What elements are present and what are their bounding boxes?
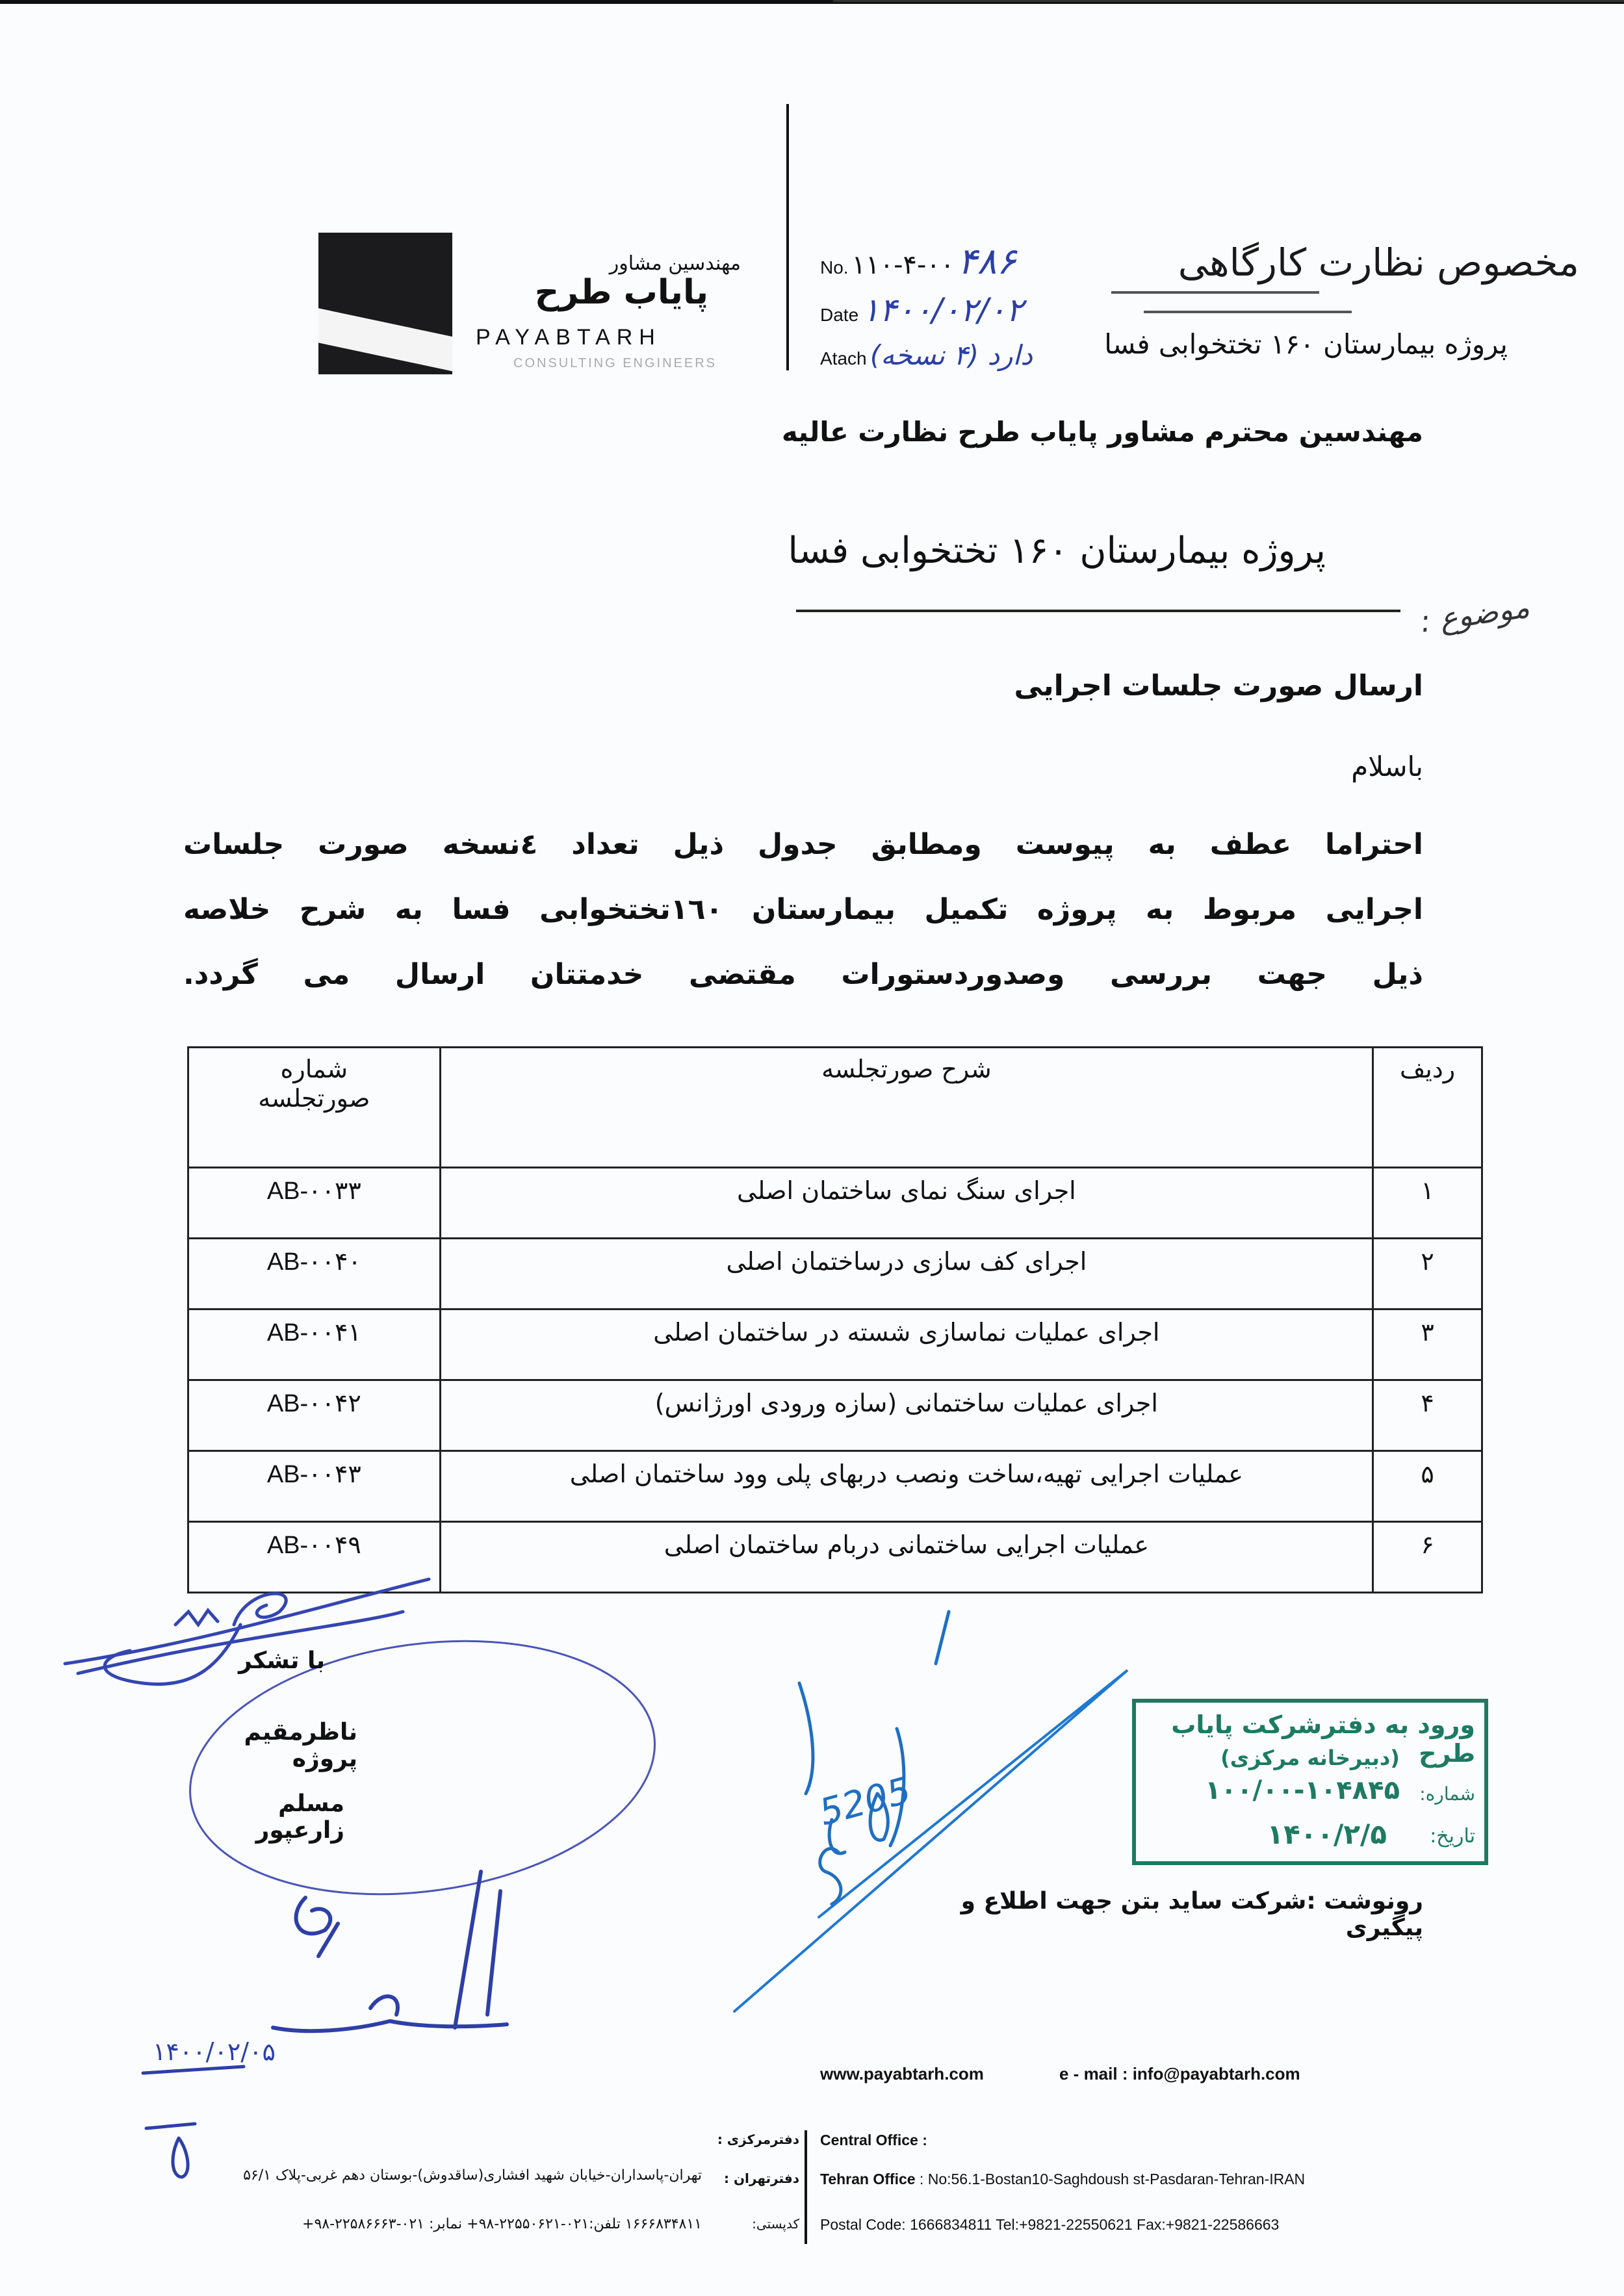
stamp-number: ۱۰۰/۰۰-۱۰۴۸۴۵ [1205, 1775, 1400, 1805]
header-number: شماره صورتجلسه [188, 1048, 441, 1168]
margin-date-digit [173, 2138, 188, 2177]
cell-description: عملیات اجرایی ساختمانی دربام ساختمان اصلی [440, 1522, 1373, 1593]
project-title: پروژه بیمارستان ۱۶۰ تختخوابی فسا [788, 530, 1326, 572]
no-handwritten: ۴۸۶ [957, 240, 1016, 283]
receipt-stamp [1132, 1699, 1488, 1865]
table-row [188, 1309, 1482, 1380]
cell-description: اجرای عملیات ساختمانی (سازه ورودی اورژانس) [440, 1380, 1373, 1451]
special-title: مخصوص نظارت کارگاهی [1178, 240, 1579, 285]
greeting: باسلام [1351, 751, 1423, 782]
date-value: ۱۴۰۰/۰۲/۰۲ [862, 291, 1024, 329]
cell-description: عملیات اجرایی تهیه،ساخت ونصب دربهای پلی وود ساختمان اصلی [440, 1451, 1373, 1522]
letter-date [820, 291, 1024, 329]
attach-value: دارد (۴ نسخه) [870, 339, 1033, 371]
addressee: مهندسین محترم مشاور پایاب طرح نظارت عالیه [781, 416, 1423, 448]
header-row: ردیف [1373, 1048, 1482, 1168]
attach-label: Atach [820, 348, 867, 368]
date-label: Date [820, 305, 859, 325]
cell-row: ۶ [1373, 1522, 1482, 1593]
underline [1111, 291, 1319, 294]
central-office-label-en: Central Office : [820, 2132, 927, 2148]
cell-description: اجرای کف سازی درساختمان اصلی [440, 1239, 1373, 1309]
note-stroke [296, 1898, 331, 1933]
referral-number: 5205 [815, 1769, 916, 1835]
signer-name: مسلم زارعپور [255, 1790, 344, 1844]
note-stroke [318, 1924, 338, 1956]
margin-date-line [146, 2124, 195, 2128]
no-label: No. [820, 257, 849, 277]
email-link[interactable]: e - mail : info@payabtarh.com [1059, 2064, 1300, 2083]
tehran-office-address [820, 2171, 1305, 2188]
header-divider [786, 104, 789, 370]
note-stroke [370, 1996, 398, 2015]
referral-note-stroke [936, 1612, 949, 1664]
header-description: شرح صورتجلسه [440, 1048, 1373, 1168]
cell-description: اجرای عملیات نماسازی شسته در ساختمان اصلی [440, 1309, 1373, 1380]
firm-name-en: PAYABTARH [476, 325, 662, 350]
subject: ارسال صورت جلسات اجرایی [1014, 669, 1423, 703]
footer-divider [805, 2130, 807, 2244]
minutes-table [187, 1046, 1483, 1593]
table-row [188, 1168, 1482, 1239]
table-row [188, 1522, 1482, 1593]
stamp-date-label: تاریخ: [1430, 1825, 1475, 1848]
carbon-copy: رونوشت :شرکت ساید بتن جهت اطلاع و پیگیری [960, 1888, 1423, 1941]
cell-description: اجرای سنگ نمای ساختمان اصلی [440, 1168, 1373, 1239]
postal-label-fa: کدپستی: [752, 2216, 799, 2232]
cell-row: ۴ [1373, 1380, 1482, 1451]
tehran-office-label-en: Tehran Office [820, 2171, 916, 2187]
table-row [188, 1380, 1482, 1451]
stamp-title: ورود به دفترشرکت پایاب طرح [1171, 1710, 1475, 1768]
scan-edge [833, 0, 1624, 2]
project-header: پروژه بیمارستان ۱۶۰ تختخوابی فسا [1104, 328, 1508, 360]
cell-number: AB-۰۰۴۹ [188, 1522, 441, 1593]
initials-stroke [455, 1872, 481, 2028]
cell-row: ۲ [1373, 1239, 1482, 1309]
cell-row: ۱ [1373, 1168, 1482, 1239]
website-link[interactable]: www.payabtarh.com [820, 2064, 984, 2083]
cell-number: AB-۰۰۴۰ [188, 1239, 441, 1309]
closing: با تشکر [238, 1647, 325, 1674]
tehran-office-label-fa: دفترتهران : [723, 2171, 799, 2186]
postal-line-en: Postal Code: 1666834811 Tel:+9821-22550621 Fax:+9821-22586663 [820, 2216, 1280, 2233]
cell-row: ۵ [1373, 1451, 1482, 1522]
cell-number: AB-۰۰۳۳ [188, 1168, 441, 1239]
no-printed: ۱۱۰-۴-۰۰ [851, 250, 955, 280]
firm-name-fa: پایاب طرح [534, 273, 708, 312]
table-row [188, 1451, 1482, 1522]
letter-attachment [820, 339, 1033, 371]
signature-stroke [175, 1610, 218, 1625]
referral-note-stroke [820, 1848, 841, 1904]
firm-tagline: CONSULTING ENGINEERS [513, 356, 717, 370]
long-slash-stroke [734, 1670, 1128, 2011]
stamp-subtitle: (دبیرخانه مرکزی) [1220, 1746, 1400, 1770]
margin-date-line [143, 2067, 244, 2073]
signer-role: ناظرمقیم پروژه [244, 1719, 357, 1772]
cell-row: ۳ [1373, 1309, 1482, 1380]
body-line: اجرایی مربوط به پروژه تکمیل بیمارستان ١٦٠تختخوابی فسا به شرح خلاصه [183, 893, 1423, 926]
stamp-date: ۱۴۰۰/۲/۵ [1267, 1818, 1387, 1850]
cell-number: AB-۰۰۴۱ [188, 1309, 441, 1380]
firm-subtitle: مهندسین مشاور [609, 252, 741, 275]
subject-label: موضوع : [1418, 589, 1532, 639]
body-line: ذیل جهت بررسی وصدوردستورات مقتضی خدمتتان ارسال می گردد. [183, 958, 1423, 991]
stamp-number-label: شماره: [1419, 1783, 1475, 1805]
tehran-address-fa: تهران-پاسداران-خیابان شهید افشاری(ساقدوش)-بوستان دهم غربی-پلاک ۵۶/۱ [243, 2167, 702, 2184]
company-logo [318, 233, 452, 374]
referral-note-stroke [799, 1683, 813, 1794]
table-header-row [188, 1048, 1482, 1168]
table-row [188, 1239, 1482, 1309]
signature-stroke [234, 1593, 286, 1625]
note-stroke [273, 2021, 507, 2031]
body-line: احتراما عطف به پیوست ومطابق جدول ذیل تعداد ٤نسخه صورت جلسات [183, 828, 1423, 861]
letter-number [820, 240, 1016, 283]
central-office-label-fa: دفترمرکزی : [717, 2132, 799, 2147]
margin-date: ۱۴۰۰/۰۲/۰۵ [153, 2037, 276, 2066]
postal-line-fa: ۱۶۶۶۸۳۴۸۱۱ تلفن:۰۲۱-۲۲۵۵۰۶۲۱-۹۸+ نمابر: ۰۲۱-۲۲۵۸۶۶۶۳-۹۸+ [302, 2216, 702, 2232]
cell-number: AB-۰۰۴۳ [188, 1451, 441, 1522]
subject-underline [796, 610, 1400, 612]
logo-stripe [318, 305, 452, 372]
underline [1144, 311, 1352, 313]
tehran-address-en: : No:56.1-Bostan10-Saghdoush st-Pasdaran-Tehran-IRAN [915, 2171, 1306, 2187]
initials-stroke [487, 1891, 500, 2015]
cell-number: AB-۰۰۴۲ [188, 1380, 441, 1451]
